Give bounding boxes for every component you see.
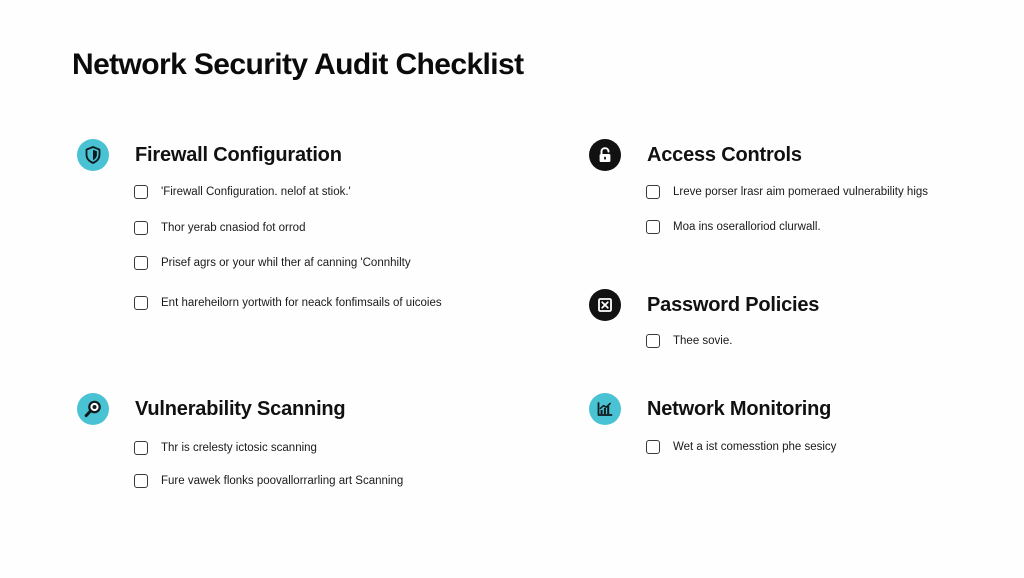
checklist-item[interactable]: [646, 218, 821, 236]
checklist-item[interactable]: [646, 183, 928, 201]
shield-icon: [77, 139, 109, 171]
checklist-item-label: Ent hareheilorn yortwith for neack fonfimsails of uicoies: [161, 297, 442, 309]
checklist-item[interactable]: [646, 438, 836, 456]
checkbox[interactable]: [646, 334, 660, 348]
section-title: Vulnerability Scanning: [135, 398, 346, 420]
checklist-item[interactable]: [134, 254, 411, 272]
password-box-icon: [589, 289, 621, 321]
checkbox[interactable]: [134, 185, 148, 199]
checkbox[interactable]: [134, 441, 148, 455]
checklist-item-label: Thee sovie.: [673, 335, 733, 347]
chart-monitor-icon: [589, 393, 621, 425]
checkbox[interactable]: [646, 220, 660, 234]
lock-icon: [589, 139, 621, 171]
checklist-item[interactable]: [134, 472, 403, 490]
checkbox[interactable]: [646, 440, 660, 454]
checklist-item-label: Prisef agrs or your whil ther af canning 'Connhilty: [161, 257, 411, 269]
page-title: Network Security Audit Checklist: [72, 48, 524, 81]
checklist-item-label: Lreve porser lrasr aim pomeraed vulnerability higs: [673, 186, 929, 198]
checkbox[interactable]: [134, 256, 148, 270]
section-title: Network Monitoring: [647, 398, 832, 420]
checklist-item[interactable]: [134, 294, 442, 312]
checklist-item[interactable]: [134, 439, 317, 457]
checklist-item-label: Thor yerab cnasiod fot orrod: [161, 222, 306, 234]
checklist-item-label: Fure vawek flonks poovallorrarling art Scanning: [161, 475, 404, 487]
checklist-item[interactable]: [134, 219, 305, 237]
section-title: Firewall Configuration: [135, 144, 342, 166]
checklist-item-label: Thr is crelesty ictosic scanning: [161, 442, 317, 454]
checklist-item-label: Moa ins oseralloriod clurwall.: [673, 221, 821, 233]
checklist-item[interactable]: [134, 183, 351, 201]
checkbox[interactable]: [134, 221, 148, 235]
checklist-item-label: 'Firewall Configuration. nelof at stiok.': [161, 186, 351, 198]
checkbox[interactable]: [134, 296, 148, 310]
section-title: Password Policies: [647, 294, 820, 316]
checklist-item[interactable]: [646, 332, 732, 350]
section-title: Access Controls: [647, 144, 802, 166]
checkbox[interactable]: [646, 185, 660, 199]
checklist-item-label: Wet a ist comesstion phe sesicy: [673, 441, 837, 453]
checkbox[interactable]: [134, 474, 148, 488]
magnifier-icon: [77, 393, 109, 425]
